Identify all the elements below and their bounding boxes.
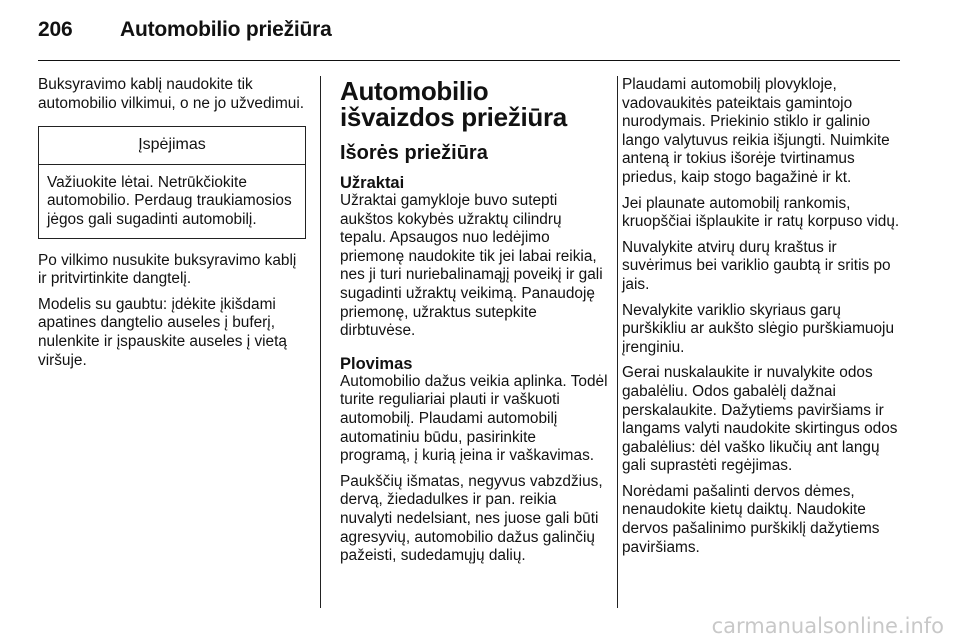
- warning-title: Įspėjimas: [39, 127, 305, 165]
- washing-paragraph-2: Paukščių išmatas, negyvus vabzdžius, dervą, žiedadulkes ir pan. reikia nuvalyti nedelsiant, nes juose gali būti agresyvių, automobilio dažus galinčių pažeisti, sudedamųjų dalių.: [340, 472, 603, 565]
- page-header: [38, 18, 332, 42]
- locks-paragraph: Užraktai gamykloje buvo sutepti aukštos kokybės užraktų cilindrų tepalu. Apsaugos nuo ledėjimo priemonę naudokite tik jei labai reikia, nes ji turi nuriebalinamąjį poveikį ir gali sugadinti užraktų veikimą. Panaudoję priemonę, užraktus sutepkite dirbtuvėse.: [340, 192, 603, 340]
- door-edges-paragraph: Nuvalykite atvirų durų kraštus ir suvėrimus bei variklio gaubtą ir sritis po jais.: [622, 238, 891, 293]
- after-towing-paragraph: Po vilkimo nusukite buksyravimo kablį ir pritvirtinkite dangtelį.: [38, 251, 297, 288]
- column-divider-2: [617, 76, 618, 608]
- page-title: Automobilio priežiūra: [120, 18, 332, 41]
- washing-paragraph-1: Automobilio dažus veikia aplinka. Todėl turite reguliariai plauti ir vaškuoti automobilį. Plaudami automobilį automatiniu būdu, pasirinkite programą, į kurią įeina ir vaškavimas.: [340, 372, 608, 465]
- subsection-heading: Išorės priežiūra: [340, 142, 488, 164]
- locks-heading: Užraktai: [340, 174, 405, 192]
- engine-compartment-paragraph: Nevalykite variklio skyriaus garų purškikliu ar aukšto slėgio purškiamuoju įrenginiu.: [622, 301, 895, 356]
- header-rule: [38, 60, 900, 61]
- watermark: carmanualsonline.info: [711, 614, 944, 638]
- hand-wash-paragraph: Jei plaunate automobilį rankomis, kruopščiai išplaukite ir ratų korpuso vidų.: [622, 194, 900, 231]
- resin-paragraph: Norėdami pašalinti dervos dėmes, nenaudokite kietų daiktų. Naudokite dervos pašalinimo purškiklį dažytiems paviršiams.: [622, 482, 880, 556]
- column-right: [622, 76, 902, 564]
- towing-hook-paragraph: Buksyravimo kablį naudokite tik automobilio vilkimui, o ne jo užvedimui.: [38, 76, 305, 112]
- car-wash-paragraph: Plaudami automobilį plovykloje, vadovaukitės pateiktais gamintojo nurodymais. Priekinio stiklo ir galinio lango valytuvus reikia išjungti. Nuimkite anteną ir tokius išorėje tvirtinamus priedus, kaip stogo bagažinė ir kt.: [622, 76, 890, 186]
- column-middle: [340, 76, 608, 573]
- section-heading: Automobilio išvaizdos priežiūra: [340, 76, 567, 132]
- warning-body: Važiuokite lėtai. Netrūkčiokite automobilio. Perdaug traukiamosios jėgos gali sugadinti automobilį.: [47, 173, 292, 228]
- rinse-paragraph: Gerai nuskalaukite ir nuvalykite odos gabalėliu. Odos gabalėlį dažnai perskalaukite. Dažytiems paviršiams ir langams valyti naudokite skirtingus odos gabalėlius: dėl vaško likučių ant langų gali suprastėti regėjimas.: [622, 364, 898, 475]
- cover-model-paragraph: Modelis su gaubtu: įdėkite įkišdami apatines dangtelio auseles į buferį, nulenkite ir įspauskite auseles į vietą viršuje.: [38, 295, 287, 369]
- page-number: 206: [38, 18, 73, 41]
- column-divider-1: [320, 76, 321, 608]
- column-left: [38, 76, 306, 377]
- warning-box: [38, 126, 306, 238]
- washing-heading: Plovimas: [340, 354, 413, 373]
